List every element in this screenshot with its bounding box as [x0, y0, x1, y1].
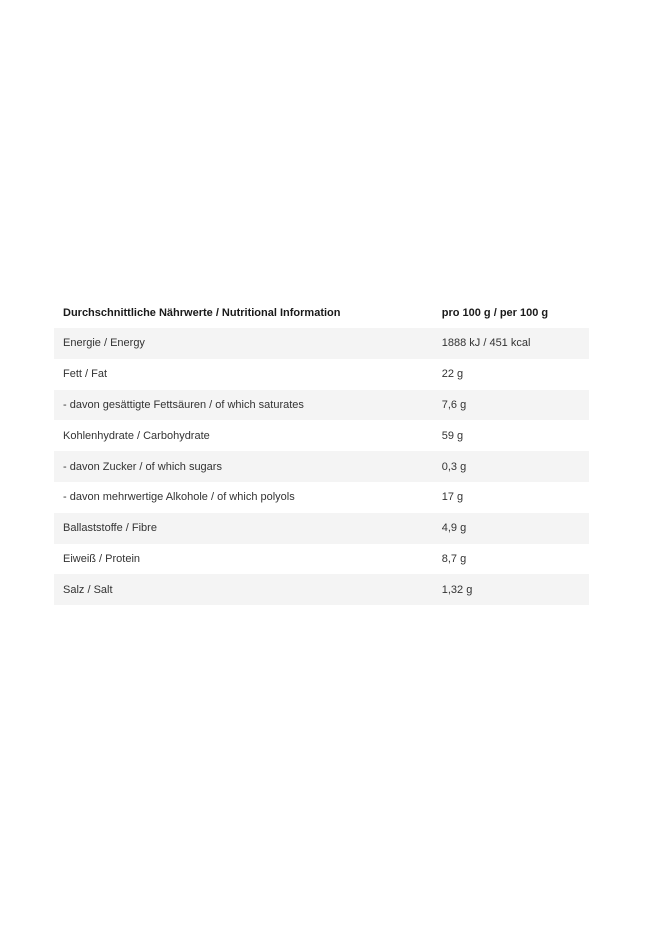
table-row	[54, 328, 589, 359]
row-nutrient: Salz / Salt	[54, 574, 433, 605]
row-value: 22 g	[433, 359, 589, 390]
table-row	[54, 359, 589, 390]
table-row	[54, 482, 589, 513]
row-value: 4,9 g	[433, 513, 589, 544]
table-body	[54, 328, 589, 605]
row-value: 7,6 g	[433, 390, 589, 421]
table-row	[54, 420, 589, 451]
row-nutrient: Fett / Fat	[54, 359, 433, 390]
table-header	[54, 298, 589, 328]
row-value: 8,7 g	[433, 544, 589, 575]
row-value: 0,3 g	[433, 451, 589, 482]
row-nutrient: - davon gesättigte Fettsäuren / of which saturates	[54, 390, 433, 421]
table-row	[54, 451, 589, 482]
row-nutrient: Kohlenhydrate / Carbohydrate	[54, 420, 433, 451]
table-row	[54, 574, 589, 605]
row-nutrient: Energie / Energy	[54, 328, 433, 359]
header-nutrient: Durchschnittliche Nährwerte / Nutritional Information	[63, 307, 341, 319]
row-nutrient: - davon Zucker / of which sugars	[54, 451, 433, 482]
row-value: 17 g	[433, 482, 589, 513]
row-value: 1,32 g	[433, 574, 589, 605]
row-nutrient: Eiweiß / Protein	[54, 544, 433, 575]
table-row	[54, 544, 589, 575]
row-value: 59 g	[433, 420, 589, 451]
row-nutrient: - davon mehrwertige Alkohole / of which polyols	[54, 482, 433, 513]
nutrition-table	[54, 298, 589, 605]
row-value: 1888 kJ / 451 kcal	[433, 328, 589, 359]
table-row	[54, 390, 589, 421]
table-row	[54, 513, 589, 544]
header-value: pro 100 g / per 100 g	[441, 307, 549, 319]
table-header-row	[54, 298, 589, 328]
row-nutrient: Ballaststoffe / Fibre	[54, 513, 433, 544]
